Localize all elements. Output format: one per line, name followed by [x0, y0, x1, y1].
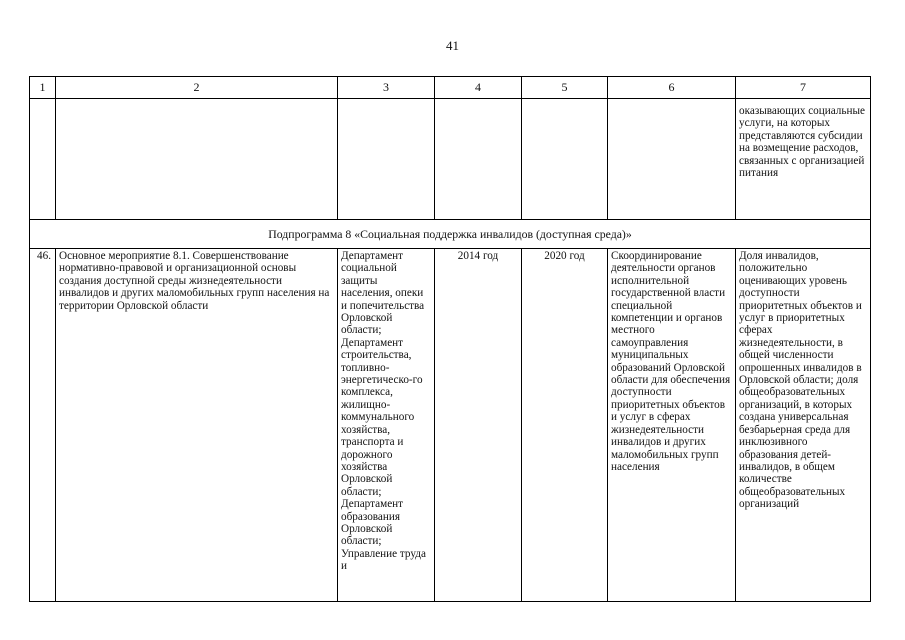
column-header: 3 — [338, 77, 435, 99]
table-cell — [338, 99, 435, 220]
row-number: 46. — [30, 249, 56, 602]
subprogram-row — [30, 220, 871, 249]
end-year: 2020 год — [522, 249, 608, 602]
indicators: Доля инвалидов, положительно оценивающих уровень доступности приоритетных объектов и услуг в приоритетных сферах жизнедеятельности, в общей численности опрошенных инвалидов в Орловской области; доля общеобразовательных организаций, в которых создана универсальная безбарьерная среда для инклюзивного образования детей-инвалидов, в общем количестве общеобразовательных организаций — [736, 249, 871, 602]
column-header: 2 — [56, 77, 338, 99]
continuation-row — [30, 99, 871, 220]
column-header: 1 — [30, 77, 56, 99]
table-row — [30, 249, 871, 602]
table-cell — [608, 99, 736, 220]
start-year: 2014 год — [435, 249, 522, 602]
program-table — [29, 76, 871, 602]
table-cell — [522, 99, 608, 220]
expected-result: Скоординирование деятельности органов исполнительной государственной власти специальной компетенции и органов местного самоуправления муниципальных образований Орловской области для обеспечения доступности приоритетных объектов и услуг в сферах жизнедеятельности инвалидов и других маломобильных групп населения — [608, 249, 736, 602]
table-cell — [56, 99, 338, 220]
table-cell — [30, 99, 56, 220]
column-header: 5 — [522, 77, 608, 99]
column-header: 7 — [736, 77, 871, 99]
activity-name: Основное мероприятие 8.1. Совершенствование нормативно-правовой и организационной основы создания доступной среды жизнедеятельности инвалидов и других маломобильных групп населения на территории Орловской области — [56, 249, 338, 602]
table-cell — [435, 99, 522, 220]
column-header-row — [30, 77, 871, 99]
executors: Департамент социальной защиты населения, опеки и попечительства Орловской области; Департамент строительства, топливно-энергетическо-го комплекса, жилищно-коммунального хозяйства, транспорта и дорожного хозяйства Орловской области; Департамент образования Орловской области; Управление труда и — [338, 249, 435, 602]
indicator-continuation: оказывающих социальные услуги, на которых представляются субсидии на возмещение расходов, связанных с организацией питания — [736, 99, 871, 220]
column-header: 4 — [435, 77, 522, 99]
column-header: 6 — [608, 77, 736, 99]
subprogram-title: Подпрограмма 8 «Социальная поддержка инвалидов (доступная среда)» — [30, 220, 871, 249]
page-number: 41 — [446, 38, 459, 53]
